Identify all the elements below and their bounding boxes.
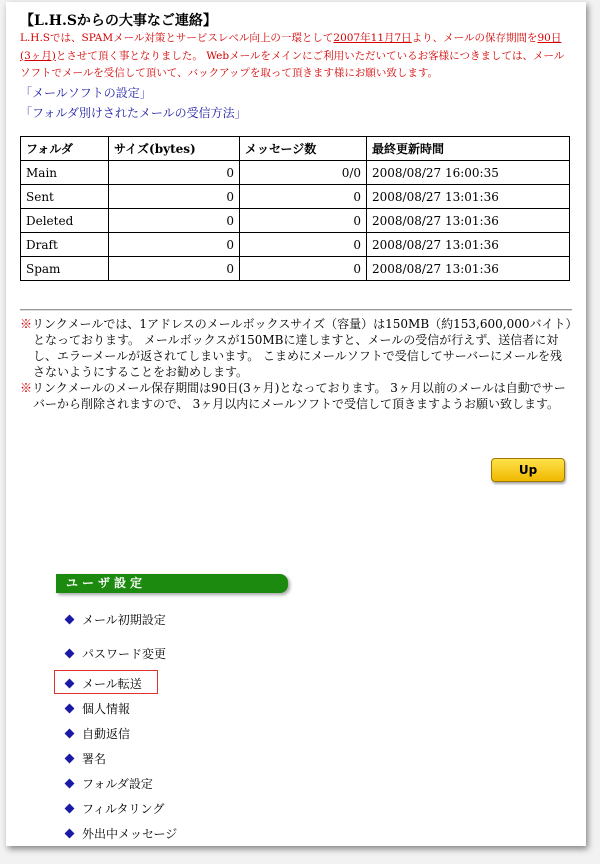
diamond-bullet-icon	[65, 729, 75, 739]
menu-item-away-message[interactable]	[64, 825, 177, 842]
remark-text: リンクメールでは、1アドレスのメールボックスサイズ（容量）は150MB（約153,600,000バイト）となっております。 メールボックスが150MBに達しますと、メールの受信が行えず、送信者に対し、エラーメールが返されてしまいます。 こまめにメールソフトで受信してサーバーにメールを残さないようにすることをお勧めします。	[32, 317, 572, 379]
column-header-updated: 最終更新時間	[367, 137, 570, 161]
page	[6, 2, 586, 846]
menu-item-label: メール初期設定	[82, 613, 166, 627]
user-settings-heading: ユーザ設定	[56, 574, 288, 593]
menu-item-label: フォルダ設定	[82, 777, 153, 791]
remark-mark: ※	[20, 381, 33, 395]
menu-item-signature[interactable]	[64, 750, 106, 767]
diamond-bullet-icon	[65, 804, 75, 814]
folder-size: 0	[109, 209, 240, 233]
folder-table	[20, 136, 570, 281]
folder-messages: 0	[240, 257, 367, 281]
table-row[interactable]	[21, 209, 570, 233]
folder-updated: 2008/08/27 13:01:36	[367, 257, 570, 281]
up-button[interactable]: Up	[491, 458, 565, 482]
diamond-bullet-icon	[65, 829, 75, 839]
folder-name[interactable]: Spam	[21, 257, 109, 281]
menu-item-mail-forwarding[interactable]	[64, 675, 142, 692]
menu-item-label: 個人情報	[82, 702, 131, 716]
important-notice	[20, 30, 572, 83]
remark-text: リンクメールのメール保存期間は90日(3ヶ月)となっております。 3ヶ月以前のメールは自動でサーバーから削除されますので、 3ヶ月以内にメールソフトで受信して頂きますようお願い致します。	[32, 381, 566, 411]
folder-size: 0	[109, 161, 240, 185]
folder-messages: 0	[240, 185, 367, 209]
notice-period: 90日(3ヶ月)	[20, 32, 562, 62]
notice-text-2: より、メールの保存期間を	[411, 32, 538, 44]
folder-messages: 0/0	[240, 161, 367, 185]
menu-item-label: 外出中メッセージ	[82, 827, 178, 841]
divider	[20, 309, 572, 311]
menu-item-personal-info[interactable]	[64, 700, 130, 717]
menu-item-auto-reply[interactable]	[64, 725, 130, 742]
table-row[interactable]	[21, 257, 570, 281]
remark-item	[20, 380, 572, 412]
folder-mail-receive-link[interactable]: 「フォルダ別けされたメールの受信方法」	[20, 106, 247, 120]
diamond-bullet-icon	[65, 704, 75, 714]
folder-name[interactable]: Deleted	[21, 209, 109, 233]
menu-item-label: 署名	[82, 752, 107, 766]
remark-mark: ※	[20, 317, 33, 331]
folder-name[interactable]: Sent	[21, 185, 109, 209]
folder-size: 0	[109, 233, 240, 257]
folder-name[interactable]: Main	[21, 161, 109, 185]
folder-messages: 0	[240, 233, 367, 257]
menu-item-folder-settings[interactable]	[64, 775, 153, 792]
menu-item-mail-initial-settings[interactable]	[64, 611, 166, 628]
folder-updated: 2008/08/27 13:01:36	[367, 185, 570, 209]
notice-text-3: とさせて頂く事となりました。 Webメールをメインにご利用いただいているお客様につきましては、メールソフトでメールを受信して頂いて、バックアップを取って頂きます様にお願い致します。	[20, 49, 565, 79]
menu-item-label: メール転送	[82, 677, 142, 691]
diamond-bullet-icon	[65, 779, 75, 789]
notice-date: 2007年11月7日	[333, 32, 412, 44]
folder-updated: 2008/08/27 13:01:36	[367, 233, 570, 257]
folder-name[interactable]: Draft	[21, 233, 109, 257]
folder-size: 0	[109, 185, 240, 209]
diamond-bullet-icon	[65, 649, 75, 659]
folder-updated: 2008/08/27 13:01:36	[367, 209, 570, 233]
folder-updated: 2008/08/27 16:00:35	[367, 161, 570, 185]
table-row[interactable]	[21, 161, 570, 185]
table-row[interactable]	[21, 185, 570, 209]
notice-text-1: L.H.Sでは、SPAMメール対策とサービスレベル向上の一環として	[20, 32, 334, 44]
diamond-bullet-icon	[65, 754, 75, 764]
diamond-bullet-icon	[65, 679, 75, 689]
folder-messages: 0	[240, 209, 367, 233]
mail-software-settings-link[interactable]: 「メールソフトの設定」	[20, 86, 152, 100]
diamond-bullet-icon	[65, 615, 75, 625]
menu-item-password-change[interactable]	[64, 645, 166, 662]
column-header-messages: メッセージ数	[240, 137, 367, 161]
folder-size: 0	[109, 257, 240, 281]
remarks	[20, 316, 572, 412]
menu-item-filtering[interactable]	[64, 800, 164, 817]
remark-item	[20, 316, 572, 380]
menu-item-label: フィルタリング	[82, 802, 165, 816]
menu-item-label: パスワード変更	[82, 647, 167, 661]
page-title: 【L.H.Sからの大事なご連絡】	[20, 13, 217, 29]
table-row[interactable]	[21, 233, 570, 257]
table-header-row	[21, 137, 570, 161]
column-header-folder: フォルダ	[21, 137, 109, 161]
menu-item-label: 自動返信	[82, 727, 131, 741]
column-header-size: サイズ(bytes)	[109, 137, 240, 161]
